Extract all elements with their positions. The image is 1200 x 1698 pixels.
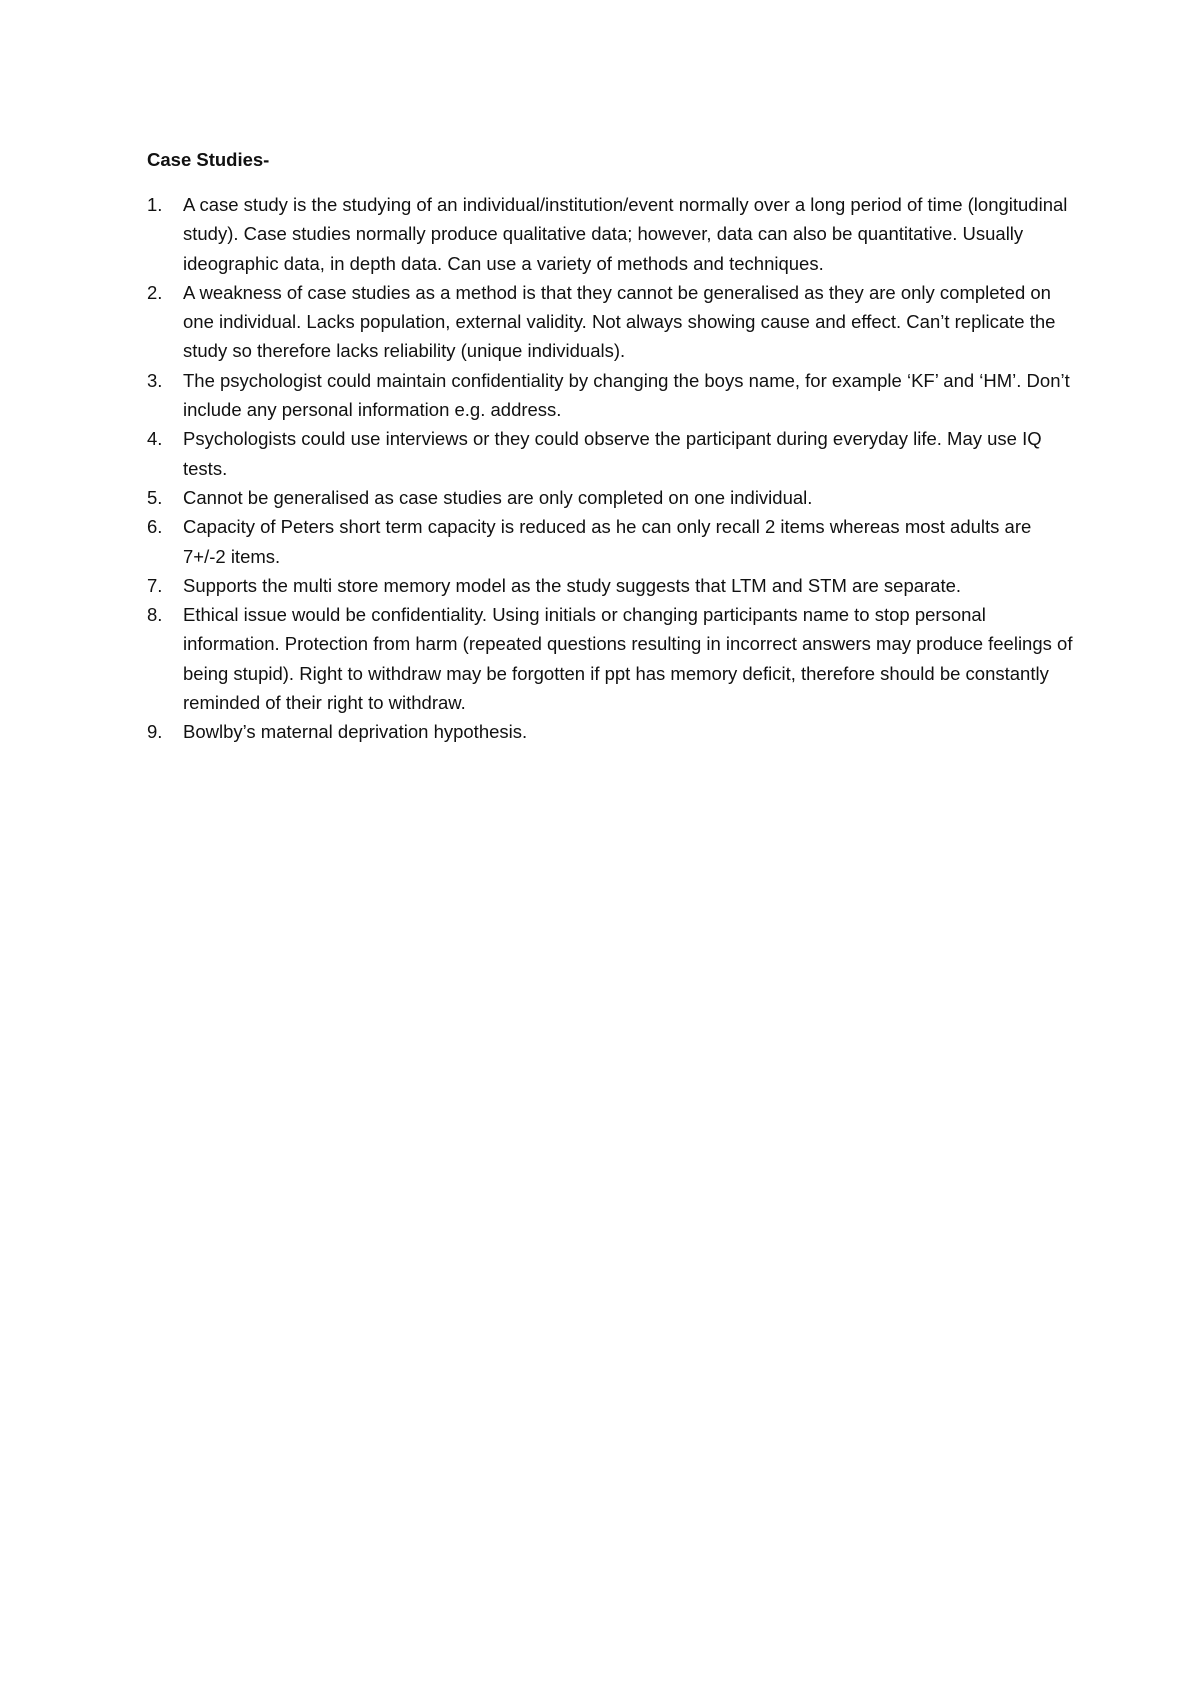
item-number: 9. [147,721,163,743]
item-number: 7. [147,574,163,596]
list-item [147,600,1077,717]
item-text: Cannot be generalised as case studies are only completed on one individual. [183,486,813,508]
answer-list [147,190,1077,747]
list-item [147,717,1077,746]
list-item [147,366,1077,425]
item-number: 8. [147,604,163,626]
item-text: Ethical issue would be confidentiality. Using initials or changing participants name to stop personal information. Protection from harm (repeated questions resulting in incorrect answers may produce feelings of being stupid). Right to withdraw may be forgotten if ppt has memory deficit, therefore should be constantly reminded of their right to withdraw. [183,604,1073,714]
item-number: 2. [147,281,163,303]
item-text: A weakness of case studies as a method is that they cannot be generalised as they are only completed on one individual. Lacks population, external validity. Not always showing cause and effect. Can’t replicate the study so therefore lacks reliability (unique individuals). [183,281,1056,362]
item-text: Capacity of Peters short term capacity is reduced as he can only recall 2 items whereas most adults are 7+/-2 items. [183,516,1032,567]
item-text: Psychologists could use interviews or they could observe the participant during everyday life. May use IQ tests. [183,428,1042,479]
item-text: Bowlby’s maternal deprivation hypothesis. [183,721,528,743]
document-title: Case Studies- [147,149,270,170]
item-number: 4. [147,428,163,450]
list-item [147,483,1077,512]
item-text: A case study is the studying of an individual/institution/event normally over a long period of time (longitudinal study). Case studies normally produce qualitative data; however, data can also be quantitative. Usually ideographic data, in depth data. Can use a variety of methods and techniques. [183,194,1068,274]
item-text: Supports the multi store memory model as the study suggests that LTM and STM are separate. [183,574,962,596]
list-item [147,278,1077,366]
item-number: 1. [147,194,163,215]
list-item [147,512,1077,571]
list-item [147,190,1077,278]
list-item [147,424,1077,483]
item-number: 6. [147,516,163,538]
item-text: The psychologist could maintain confidentiality by changing the boys name, for example ‘KF’ and ‘HM’. Don’t include any personal information e.g. address. [183,369,1070,421]
item-number: 3. [147,369,163,391]
item-number: 5. [147,486,163,508]
list-item [147,571,1077,600]
